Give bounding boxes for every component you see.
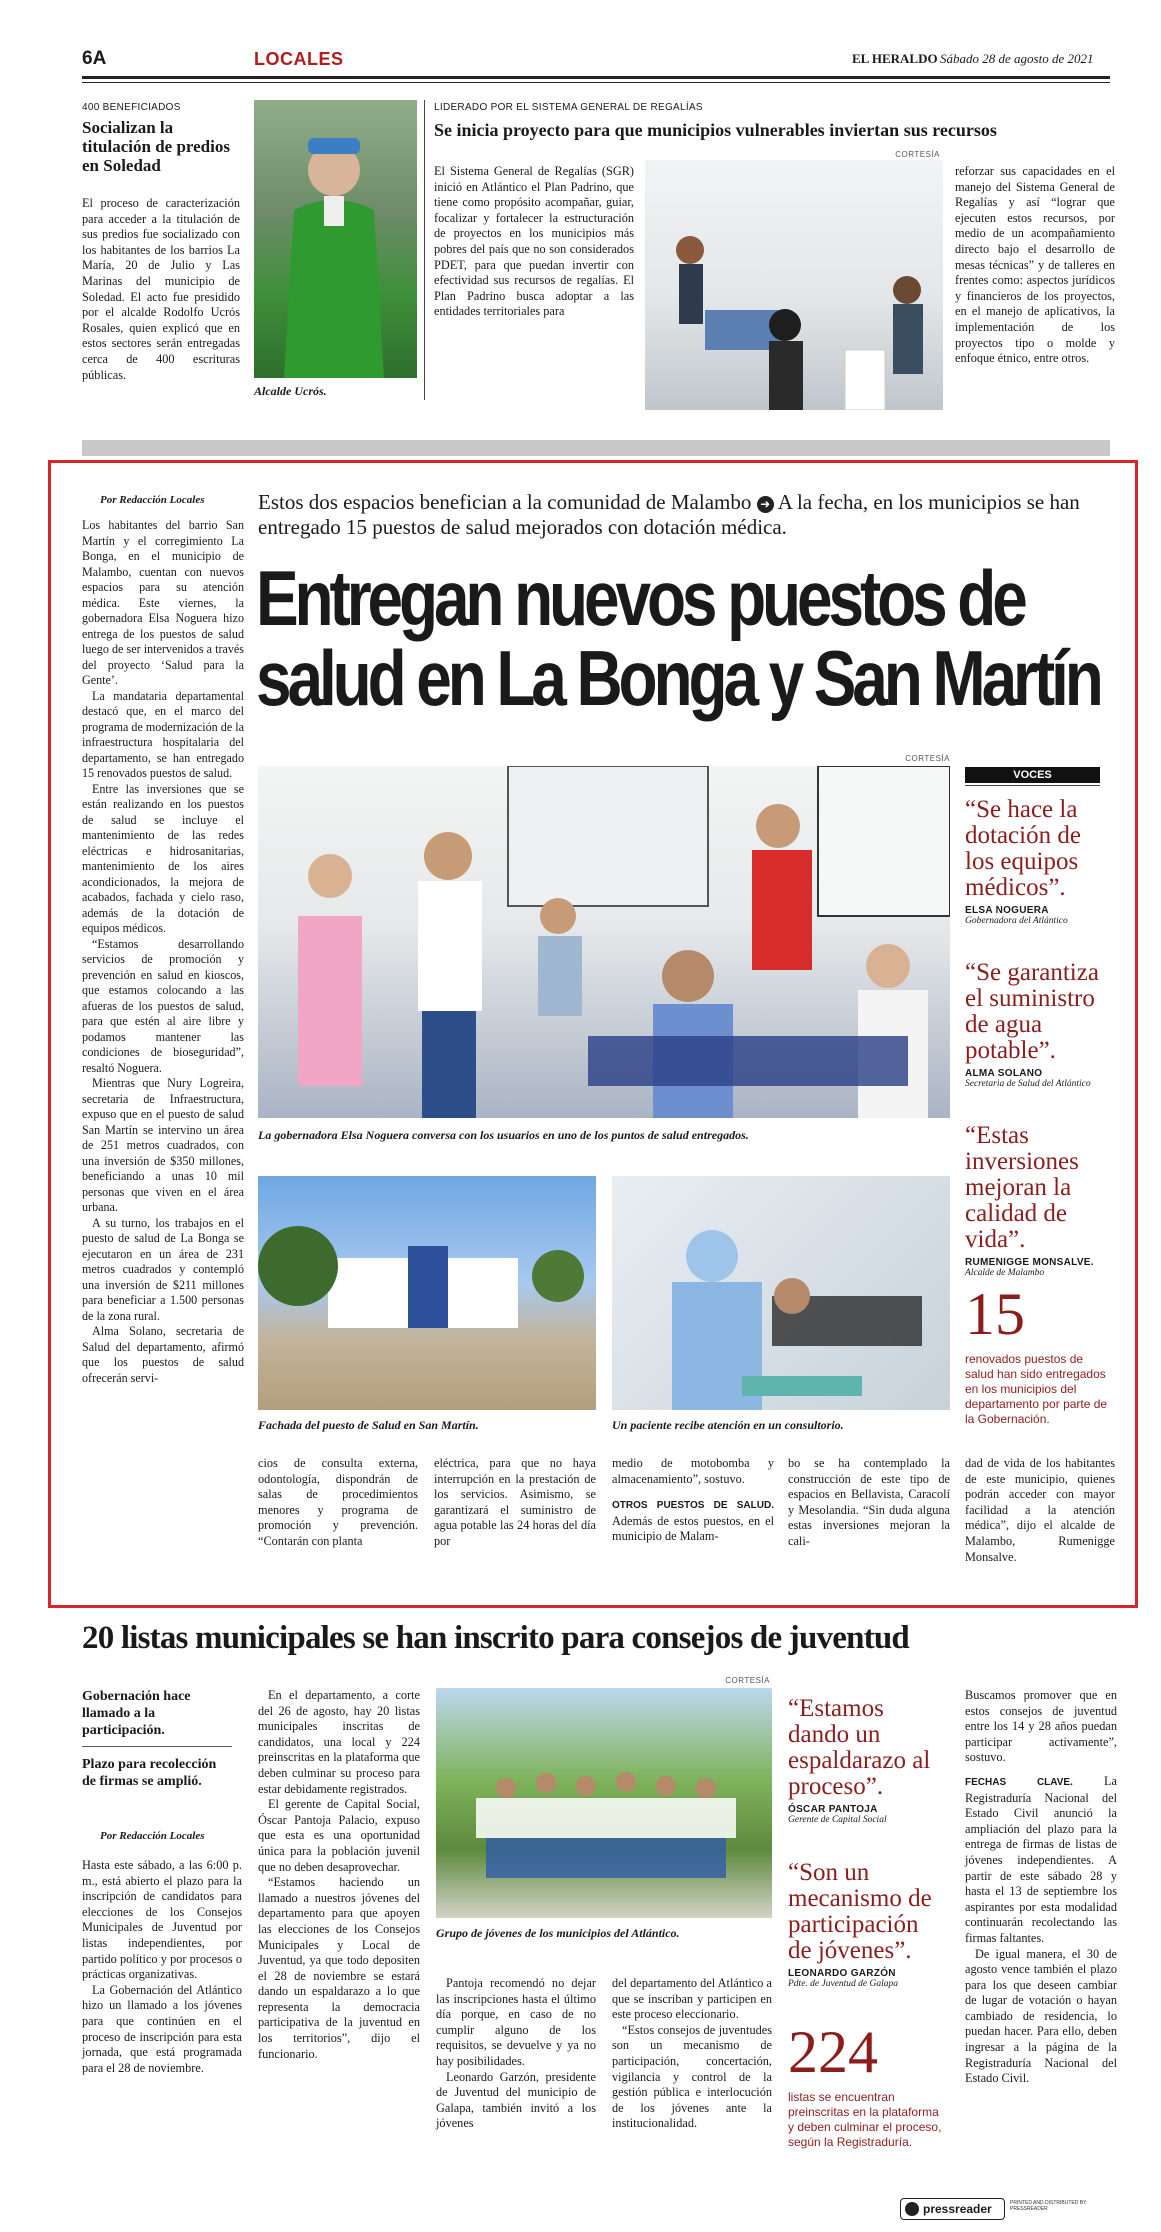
- header-rule-thin: [82, 82, 1110, 83]
- voces-bar: VOCES: [965, 767, 1100, 783]
- headline-line-1: Entregan nuevos puestos de: [256, 554, 1024, 642]
- voces-rule: [965, 785, 1100, 786]
- stat-text: listas se encuentran preinscritas en la plataforma y deben culminar el proceso, según la Registraduría.: [788, 2090, 942, 2149]
- pull-quote: “Se garantiza el suministro de agua potable”.: [965, 959, 1099, 1064]
- quote-role: Alcalde de Malambo: [965, 1268, 1045, 1278]
- stat-number: 224: [788, 2019, 878, 2085]
- kicker: 400 BENEFICIADOS: [82, 102, 181, 113]
- quote-role: Gobernadora del Atlántico: [965, 916, 1068, 926]
- paragraph: Entre las inversiones que se están realizando en los puestos de salud se incluye el mantenimiento de las redes eléctricas e hidrosanitarias, mantenimiento de los aires acondicionados, la mejora de acabados, fachada y cielo raso, además de la dotación de equipos médicos.: [82, 781, 244, 935]
- story-body-col2: reforzar sus capacidades en el manejo del Sistema General de Regalías y así “lograr que ejecuten estos recursos, por medio de un acompañamiento directo bajo el desarrollo de mesas técnicas” y de talleres en frentes como: aspectos jurídicos y financieros de los proyectos, en el manejo de aplicativos, la implementación de los proyectos tipo o molde y enfoque étnico, entre otros.: [955, 164, 1115, 366]
- stat-text: renovados puestos de salud han sido entregados en los municipios del departamento por parte de la Gobernación.: [965, 1352, 1108, 1426]
- feature-body-col: [612, 1456, 774, 1545]
- column-divider: [424, 100, 425, 400]
- issue-date: Sábado 28 de agosto de 2021: [940, 51, 1094, 66]
- paragraph: [965, 1774, 1117, 1947]
- feature-body-col: dad de vida de los habitantes de este municipio, quienes podrán acceder con mayor facilidad a la atención médica”, dijo el alcalde de Malambo, Rumenigge Monsalve.: [965, 1456, 1115, 1564]
- section-name: LOCALES: [254, 49, 344, 69]
- brand-name: pressreader: [923, 2202, 992, 2216]
- subsection-label: FECHAS CLAVE.: [965, 1776, 1073, 1788]
- feature-body-left: [82, 518, 244, 1386]
- headline-line-2: salud en La Bonga y San Martín: [256, 634, 1100, 722]
- paragraph: medio de motobomba y almacenamiento”, sostuvo.: [612, 1456, 774, 1486]
- paragraph: Mientras que Nury Logreira, secretaria de Infraestructura, expuso que en el puesto de salud San Martín se intervino un área de 251 metros cuadrados, con una inversión de $350 millones, beneficiando a unas 10 mil personas que viven en el área urbana.: [82, 1076, 244, 1214]
- photo-facade: [258, 1176, 596, 1410]
- side-head: Plazo para recolección de firmas se amplió.: [82, 1757, 217, 1789]
- photo-governor: [258, 766, 950, 1118]
- pull-quote: “Se hace la dotación de los equipos médicos”.: [965, 796, 1081, 901]
- paragraph: Alma Solano, secretaria de Salud del departamento, afirmó que los puestos de salud ofrecerán servi-: [82, 1324, 244, 1385]
- feature-body-col: eléctrica, para que no haya interrupción en la prestación de los servicios. Asimismo, se garantizará el suministro de agua potable las 24 horas del día por: [434, 1456, 596, 1548]
- quote-name: RUMENIGGE MONSALVE.: [965, 1257, 1094, 1268]
- quote-name: ÓSCAR PANTOJA: [788, 1804, 878, 1815]
- photo-youth-group: [436, 1688, 772, 1918]
- paragraph: [612, 1497, 774, 1545]
- quote-block: [965, 1123, 1115, 1278]
- quote-role: Pdte. de Juventud de Galapa: [788, 1979, 899, 1989]
- subhead: [258, 490, 1108, 540]
- subhead-b: A la fecha, en los municipios se han entregado 15 puestos de salud mejorados con dotación médica.: [258, 490, 1080, 539]
- subsection-label: OTROS PUESTOS DE SALUD.: [612, 1500, 774, 1512]
- quote-role: Secretaria de Salud del Atlántico: [965, 1079, 1091, 1089]
- story-body-col1: El Sistema General de Regalías (SGR) inició en Atlántico el Plan Padrino, que tiene como propósito acompañar, guiar, focalizar y fortalecer la estructuración de proyectos en los municipios más pobres del país que no son considerados PDET, para que puedan invertir con efectividad sus recursos de regalías. El Plan Padrino busca adoptar a las entidades territoriales para: [434, 164, 634, 319]
- quote-block: [788, 1696, 948, 1825]
- pull-quote: “Estamos dando un espaldarazo al proceso”.: [788, 1695, 931, 1800]
- quote-name: LEONARDO GARZÓN: [788, 1968, 896, 1979]
- photo-meeting: [645, 160, 943, 410]
- fine-print: PRINTED AND DISTRIBUTED BY PRESSREADER: [1010, 2200, 1087, 2212]
- quote-name: ALMA SOLANO: [965, 1068, 1043, 1079]
- paragraph: En el departamento, a corte del 26 de agosto, hay 20 listas municipales inscritas de candidatos, una local y 224 preinscritas en la plataforma que deben culminar su proceso para estar debidamente registrados.: [258, 1688, 420, 1796]
- paragraph: La mandataria departamental destacó que, en el marco del programa de modernización de la infraestructura hospitalaria del departamento, se han entregado 15 renovados puestos de salud.: [82, 688, 244, 780]
- youth-body-col3: [436, 1976, 596, 2132]
- paragraph: Pantoja recomendó no dejar las inscripciones hasta el último día porque, en caso de no cumplir alguno de los requisitos, se devuelve y ya no hay posibilidades.: [436, 1976, 596, 2068]
- quote-block: [788, 1860, 948, 1989]
- stat-number: 15: [965, 1281, 1025, 1347]
- meeting-scene-icon: [645, 160, 943, 410]
- pressreader-icon: [905, 2202, 919, 2216]
- youth-body-col6: [965, 1688, 1117, 2087]
- kicker: LIDERADO POR EL SISTEMA GENERAL DE REGALÍAS: [434, 102, 703, 113]
- photo-credit: CORTESÍA: [725, 1676, 770, 1685]
- paragraph: De igual manera, el 30 de agosto vence también el plazo para los que deseen cambiar de lugar de votación o hayan cambiado de residencia, lo puedan hacer. Para ello, deben ingresar a la página de la Registraduría Nacional del Estado Civil.: [965, 1946, 1117, 2086]
- main-headline: [256, 554, 1100, 722]
- subsection-text: La Registraduría Nacional del Estado Civil anunció la ampliación del plazo para la entrega de firmas de listas de jóvenes independientes. A partir de este sábado 28 y hasta el 13 de septiembre los aspirantes por esta modalidad continuarán recolectando las firmas faltantes.: [965, 1773, 1117, 1945]
- subsection-text: Además de estos puestos, en el municipio de Malam-: [612, 1513, 774, 1544]
- page-number: 6A: [82, 48, 107, 69]
- story-headline: 20 listas municipales se han inscrito para consejos de juventud: [82, 1620, 909, 1656]
- byline: Por Redacción Locales: [100, 494, 205, 506]
- page-header: [82, 48, 1110, 78]
- feature-body-col: cios de consulta externa, odontología, dispondrán de salas de procedimientos menores y programa de promoción y prevención. “Contarán con planta: [258, 1456, 418, 1548]
- paragraph: Hasta este sábado, a las 6:00 p. m., está abierto el plazo para la inscripción de candidatos para elecciones de los Consejos Municipales de Juventud por listas independientes, por partido político y por procesos o prácticas organizativas.: [82, 1858, 242, 1982]
- photo-dental: [612, 1176, 950, 1410]
- mayor-figure-icon: [254, 100, 417, 378]
- photo-credit: CORTESÍA: [895, 150, 940, 159]
- paragraph: El gerente de Capital Social, Óscar Pantoja Palacio, expuso que esta es una oportunidad única para la población juvenil que no deben desaprovechar.: [258, 1797, 420, 1874]
- photo-caption: Grupo de jóvenes de los municipios del Atlántico.: [436, 1926, 680, 1940]
- youth-body-col2: [258, 1688, 420, 2062]
- paragraph: Los habitantes del barrio San Martín y el corregimiento La Bonga, en el municipio de Malambo, cuentan con nuevos espacios para su atención médica. Este viernes, la gobernadora Elsa Noguera hizo entrega de los puestos de salud luego de ser intervenidos a través del proyecto ‘Salud para la Gente’.: [82, 518, 244, 687]
- paragraph: “Estos consejos de juventudes son un mecanismo de participación, concertación, vigilancia y control de la gestión pública e interlocución de los jóvenes ante la institucionalidad.: [612, 2022, 772, 2131]
- quote-block: [965, 960, 1115, 1089]
- quote-block: [965, 797, 1115, 926]
- story-headline: Se inicia proyecto para que municipios vulnerables inviertan sus recursos: [434, 120, 997, 140]
- photo-caption: Fachada del puesto de Salud en San Martín.: [258, 1418, 479, 1432]
- side-rule: [82, 1746, 232, 1747]
- photo-caption: La gobernadora Elsa Noguera conversa con los usuarios en uno de los puntos de salud entregados.: [258, 1128, 749, 1142]
- photo-credit: CORTESÍA: [905, 754, 950, 763]
- pressreader-logo: [900, 2198, 1005, 2220]
- story-headline: Socializan la titulación de predios en Soledad: [82, 118, 230, 175]
- subhead-a: Estos dos espacios benefician a la comunidad de Malambo: [258, 490, 752, 514]
- photo-mayor: [254, 100, 417, 378]
- paper-name: EL HERALDO: [852, 51, 938, 66]
- photo-caption: Alcalde Ucrós.: [254, 384, 327, 398]
- paragraph: “Estamos desarrollando servicios de promoción y prevención en salud en kioscos, que estamos colocando a las afueras de los puestos de salud, para que estén al aire libre y podamos mantener las condiciones de bioseguridad”, resaltó Noguera.: [82, 936, 244, 1075]
- header-rule: [82, 76, 1110, 79]
- quote-name: ELSA NOGUERA: [965, 905, 1049, 916]
- paragraph: Leonardo Garzón, presidente de Juventud del municipio de Galapa, también invitó a los jóvenes: [436, 2069, 596, 2131]
- arrow-icon: ➜: [757, 496, 774, 513]
- story-body: El proceso de caracterización para acceder a la titulación de sus predios fue socializado con los habitantes de los barrios La María, 20 de Julio y Las Marinas del municipio de Soledad. El acto fue presidido por el alcalde Rodolfo Ucrós Rosales, quien explicó que en estos sectores serán entregadas cerca de 400 escrituras públicas.: [82, 196, 240, 382]
- quote-role: Gerente de Capital Social: [788, 1815, 887, 1825]
- building-icon: [258, 1176, 596, 1410]
- side-head: Gobernación hace llamado a la participación.: [82, 1689, 191, 1738]
- feature-body-col: bo se ha contemplado la construcción de este tipo de espacios en Bellavista, Caracolí y Mesolandia. “Sin duda alguna estas inversiones mejoran la cali-: [788, 1456, 950, 1548]
- section-band: [82, 440, 1110, 456]
- paragraph: A su turno, los trabajos en el puesto de salud de La Bonga se ejecutaron en un área de 231 metros cuadrados y contempló una inversión de $211 millones para beneficiar a 1.500 personas de la zona rural.: [82, 1215, 244, 1323]
- clinic-crowd-icon: [258, 766, 950, 1118]
- byline: Por Redacción Locales: [100, 1830, 205, 1842]
- youth-body-col4: [612, 1976, 772, 2132]
- photo-caption: Un paciente recibe atención en un consultorio.: [612, 1418, 844, 1432]
- paragraph: “Estamos haciendo un llamado a nuestros jóvenes del departamento para que apoyen las elecciones de los Consejos Municipales y Local de Juventud, ya que todo depositen el 28 de noviembre se estará dando un espaldarazo a lo que representa la democracia participativa de la juventud en los territorios”, dijo el funcionario.: [258, 1875, 420, 2061]
- dentist-icon: [612, 1176, 950, 1410]
- paragraph: La Gobernación del Atlántico hizo un llamado a los jóvenes para que continúen en el proceso de inscripción para esta jornada, que está programada para el 28 de noviembre.: [82, 1982, 242, 2075]
- group-photo-icon: [436, 1688, 772, 1918]
- youth-body-col1: [82, 1858, 242, 2076]
- pull-quote: “Estas inversiones mejoran la calidad de vida”.: [965, 1122, 1079, 1253]
- paragraph: Buscamos promover que en estos consejos de juventud entre los 14 y 28 años puedan participar activamente”, sostuvo.: [965, 1688, 1117, 1765]
- paragraph: del departamento del Atlántico a que se inscriban y participen en este proceso eleccionario.: [612, 1976, 772, 2022]
- pull-quote: “Son un mecanismo de participación de jóvenes”.: [788, 1859, 932, 1964]
